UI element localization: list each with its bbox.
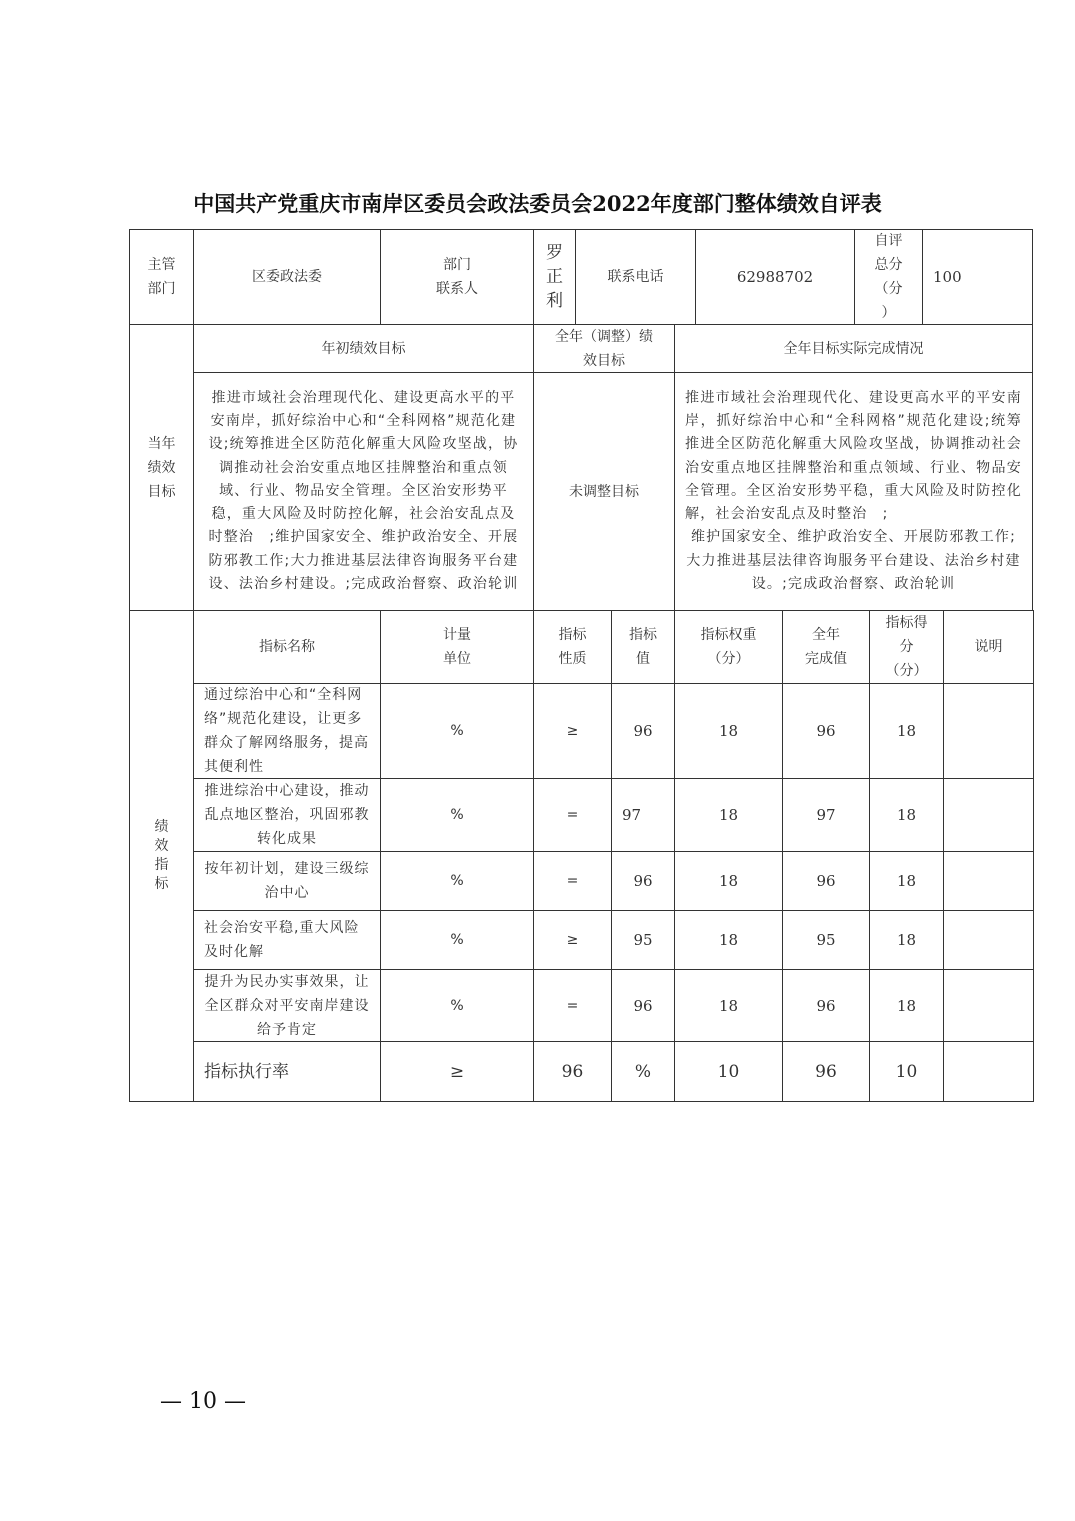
contact-value-lines: 罗 正 利	[546, 243, 563, 311]
indicator-row-5-value	[611, 969, 675, 1042]
initial-goal-text: 推进市域社会治理现代化、建设更高水平的平安南岸，抓好综治中心和“全科网格”规范化建设;统筹推进全区防范化解重大风险攻坚战，协调推动社会治安重点地区挂牌整治和重点领域、行业、物品安全管理。全区治安形势平稳，重大风险及时防控化解，社会治安乱点及时整治 ;维护国家安全、维护政治安全、开展防邪教工作;大力推进基层法律咨询服务平台建设、法治乡村建设。;完成政治督察、政治轮训	[208, 389, 519, 593]
execution-row-col-5	[674, 1041, 783, 1102]
indicator-row-1-actual-text: 96	[816, 722, 836, 740]
header-name	[193, 610, 381, 684]
goals-section-label	[129, 324, 194, 611]
indicator-row-4-name-text: 社会治安平稳,重大风险及时化解	[204, 920, 360, 960]
phone-value: 62988702	[695, 229, 855, 325]
execution-row-col-2	[380, 1041, 534, 1102]
indicator-row-3-unit-text: %	[450, 873, 464, 889]
indicator-row-2-name-text: 推进综治中心建设，推动乱点地区整治，巩固邪教转化成果	[204, 783, 370, 847]
execution-row-col-6	[782, 1041, 870, 1102]
phone-label: 联系电话	[575, 229, 696, 325]
col-adjusted-goal	[533, 324, 675, 373]
initial-goal-cell	[193, 372, 534, 611]
execution-row-col-2-text: ≥	[449, 1061, 465, 1082]
header-note-text: 说明	[974, 639, 1003, 655]
execution-row-col-3	[533, 1041, 612, 1102]
indicator-row-1-actual	[782, 683, 870, 779]
indicator-row-5-actual	[782, 969, 870, 1042]
execution-row-col-7-text: 10	[895, 1061, 918, 1082]
header-name-text: 指标名称	[259, 639, 315, 655]
indicator-row-5-nature-text: =	[566, 997, 579, 1014]
execution-row-col-5-text: 10	[717, 1061, 740, 1082]
header-weight-text: 指标权重 （分）	[700, 627, 757, 667]
indicator-row-3-actual-text: 96	[816, 872, 836, 890]
indicator-row-3-actual	[782, 851, 870, 911]
execution-row-col-3-text: 96	[561, 1061, 584, 1082]
indicator-row-4-note	[943, 910, 1034, 970]
header-unit-text: 计量 单位	[443, 627, 471, 667]
indicator-row-4-actual-text: 95	[816, 931, 836, 949]
indicator-row-3-unit	[380, 851, 534, 911]
indicator-row-3-score-text: 18	[896, 872, 917, 890]
header-nature-text: 指标 性质	[558, 627, 587, 667]
indicator-row-3-value-text: 96	[633, 872, 653, 890]
indicator-row-1-value-text: 96	[633, 722, 653, 740]
adjusted-goal-text: 未调整目标	[533, 372, 675, 611]
indicator-row-1-name-text: 通过综治中心和“全科网络”规范化建设，让更多群众了解网络服务，提高其便利性	[204, 687, 369, 775]
header-nature	[533, 610, 612, 684]
execution-row-col-4	[611, 1041, 675, 1102]
indicator-row-4-actual	[782, 910, 870, 970]
header-unit	[380, 610, 534, 684]
header-note	[943, 610, 1034, 684]
indicator-row-4-value-text: 95	[633, 931, 653, 949]
actual-completion-cell	[674, 372, 1033, 611]
indicator-row-5-score-text: 18	[896, 996, 917, 1015]
header-value	[611, 610, 675, 684]
indicator-row-5-weight	[674, 969, 783, 1042]
indicator-row-2-score-text: 18	[896, 806, 917, 824]
header-value-text: 指标 值	[629, 627, 657, 667]
indicator-row-4-weight-text: 18	[718, 931, 739, 949]
indicator-row-5-name	[193, 969, 381, 1042]
indicator-row-1-weight	[674, 683, 783, 779]
indicator-row-5-nature	[533, 969, 612, 1042]
indicator-row-2-unit-text: %	[450, 807, 464, 823]
header-score	[869, 610, 944, 684]
indicator-row-2-unit	[380, 778, 534, 852]
indicator-row-1-value	[611, 683, 675, 779]
col-adjusted-goal-lines: 全年（调整）绩 效目标	[555, 328, 653, 369]
indicator-row-1-score-text: 18	[896, 722, 917, 740]
indicator-row-1-unit-text: %	[450, 723, 464, 739]
indicator-row-1-weight-text: 18	[718, 722, 739, 740]
indicator-row-2-name	[193, 778, 381, 852]
indicator-row-5-unit	[380, 969, 534, 1042]
indicator-row-3-weight-text: 18	[718, 872, 739, 890]
indicator-row-3-nature	[533, 851, 612, 911]
indicator-row-4-value	[611, 910, 675, 970]
indicator-row-3-nature-text: =	[566, 873, 579, 889]
dept-label	[129, 229, 194, 325]
indicator-row-4-weight	[674, 910, 783, 970]
indicator-row-2-value	[611, 778, 675, 852]
indicator-row-5-actual-text: 96	[816, 996, 836, 1015]
execution-row-col-8	[943, 1041, 1034, 1102]
indicators-section-label-lines: 绩 效 指 标	[154, 819, 169, 892]
indicator-row-5-score	[869, 969, 944, 1042]
contact-value	[533, 229, 576, 325]
dept-label-lines: 主管 部门	[147, 257, 176, 297]
indicator-row-2-weight	[674, 778, 783, 852]
header-score-text: 指标得 分 （分）	[885, 615, 928, 679]
indicator-row-2-actual-text: 97	[816, 806, 836, 824]
execution-row-col-4-text: %	[634, 1061, 652, 1082]
dept-value: 区委政法委	[193, 229, 381, 325]
execution-row-col-1-text: 指标执行率	[204, 1061, 289, 1082]
indicator-row-2-actual	[782, 778, 870, 852]
indicator-row-5-unit-text: %	[450, 997, 464, 1014]
col-initial-goal: 年初绩效目标	[193, 324, 534, 373]
indicator-row-5-note	[943, 969, 1034, 1042]
contact-label-lines: 部门 联系人	[436, 257, 478, 297]
indicator-row-4-nature	[533, 910, 612, 970]
indicator-row-4-name	[193, 910, 381, 970]
indicator-row-4-unit	[380, 910, 534, 970]
score-label-lines: 自评 总分 （分 ）	[874, 233, 903, 321]
indicator-row-3-weight	[674, 851, 783, 911]
contact-label	[380, 229, 534, 325]
execution-row-col-1	[193, 1041, 381, 1102]
execution-row-col-6-text: 96	[815, 1061, 837, 1082]
indicator-row-4-nature-text: ≥	[566, 932, 579, 948]
indicator-row-3-value	[611, 851, 675, 911]
indicator-row-4-score-text: 18	[896, 931, 917, 949]
col-actual-completion: 全年目标实际完成情况	[674, 324, 1033, 373]
goals-section-label-lines: 当年 绩效 目标	[147, 435, 176, 500]
indicators-section-label	[129, 610, 194, 1102]
execution-row-col-7	[869, 1041, 944, 1102]
actual-completion-text-1: 推进市域社会治理现代化、建设更高水平的平安南岸，抓好综治中心和“全科网格”规范化建设;统筹推进全区防范化解重大风险攻坚战，协调推动社会治安重点地区挂牌整治和重点领域、行业、物品安全管理。全区治安形势平稳，重大风险及时防控化解，社会治安乱点及时整治 ;	[685, 389, 1022, 523]
indicator-row-2-nature-text: =	[566, 807, 579, 823]
indicator-row-2-value-text: 97	[622, 806, 642, 824]
indicator-row-3-name	[193, 851, 381, 911]
indicator-row-3-score	[869, 851, 944, 911]
header-actual	[782, 610, 870, 684]
indicator-row-3-name-text: 按年初计划，建设三级综治中心	[204, 861, 370, 901]
indicator-row-4-score	[869, 910, 944, 970]
actual-completion-text-2: 维护国家安全、维护政治安全、开展防邪教工作;大力推进基层法律咨询服务平台建设、法治乡村建设。;完成政治督察、政治轮训	[686, 529, 1021, 593]
score-label	[854, 229, 923, 325]
indicator-row-1-nature-text: ≥	[566, 723, 579, 739]
indicator-row-5-weight-text: 18	[718, 996, 739, 1015]
indicator-row-5-name-text: 提升为民办实事效果，让全区群众对平安南岸建设给予肯定	[204, 973, 370, 1038]
indicator-row-1-nature	[533, 683, 612, 779]
indicator-row-1-note	[943, 683, 1034, 779]
indicator-row-2-weight-text: 18	[718, 806, 739, 824]
score-value: 100	[922, 229, 1033, 325]
indicator-row-1-unit	[380, 683, 534, 779]
indicator-row-5-value-text: 96	[633, 996, 653, 1015]
indicator-row-1-name	[193, 683, 381, 779]
page-number: — 10 —	[160, 1389, 246, 1414]
header-actual-text: 全年 完成值	[805, 627, 847, 667]
indicator-row-2-nature	[533, 778, 612, 852]
header-weight	[674, 610, 783, 684]
indicator-row-2-note	[943, 778, 1034, 852]
indicator-row-4-unit-text: %	[450, 932, 464, 948]
document-title: 中国共产党重庆市南岸区委员会政法委员会2022年度部门整体绩效自评表	[193, 191, 882, 216]
indicator-row-3-note	[943, 851, 1034, 911]
indicator-row-1-score	[869, 683, 944, 779]
indicator-row-2-score	[869, 778, 944, 852]
